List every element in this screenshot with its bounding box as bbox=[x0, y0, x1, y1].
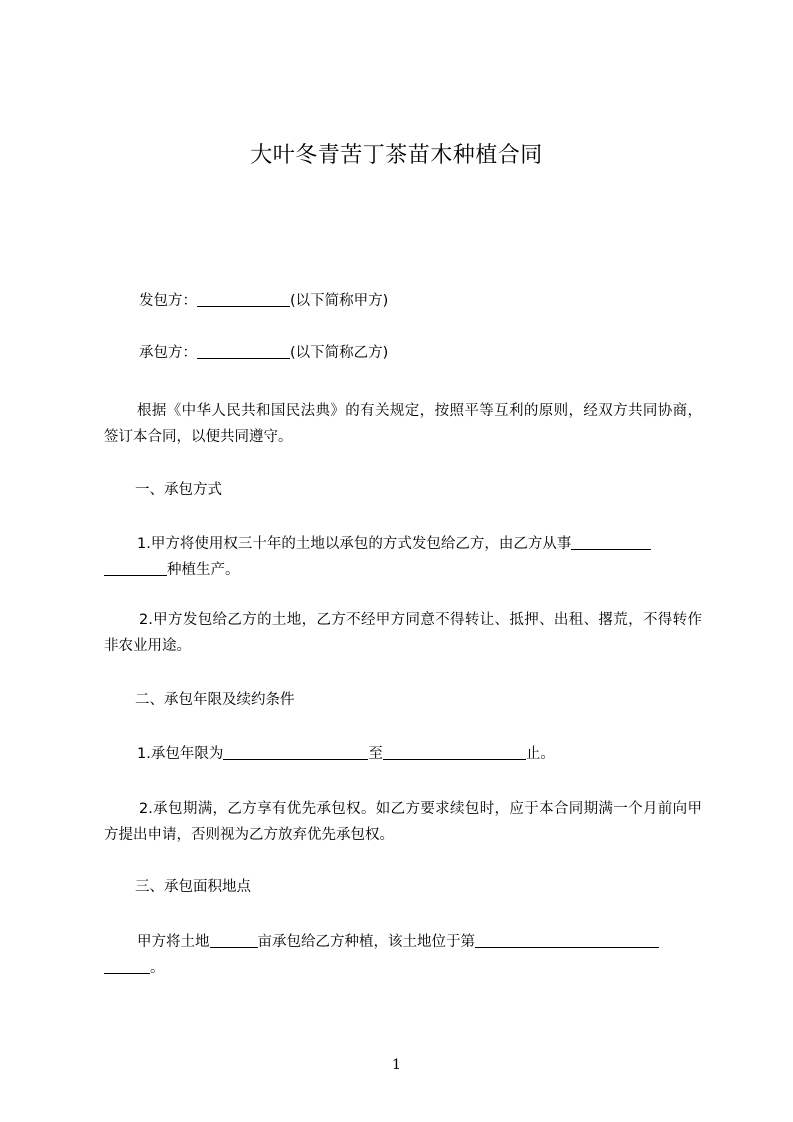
intro-paragraph: 根据《中华人民共和国民法典》的有关规定，按照平等互利的原则，经双方共同协商，签订本合同，以便共同遵守。 bbox=[104, 403, 702, 445]
s1-item1-tail: 种植生产。 bbox=[167, 562, 240, 578]
party-a-blank bbox=[197, 290, 290, 307]
section-1-item-1 bbox=[104, 531, 702, 583]
s2-item1-suffix: 止。 bbox=[525, 746, 555, 762]
section-2-heading: 二、承包年限及续约条件 bbox=[135, 692, 295, 708]
party-a-label: 发包方： bbox=[139, 293, 197, 309]
party-a-line bbox=[104, 288, 702, 314]
page-number: 1 bbox=[392, 1057, 401, 1073]
s2-item1-blank-b bbox=[383, 743, 526, 760]
s2-item1-prefix: 1.承包年限为 bbox=[137, 746, 224, 762]
section-1-heading: 一、承包方式 bbox=[135, 482, 222, 498]
s2-item1-mid: 至 bbox=[368, 746, 383, 762]
party-b-suffix: (以下简称乙方) bbox=[290, 345, 389, 361]
s2-item1-blank-a bbox=[223, 743, 368, 760]
s3-blank-location-b bbox=[104, 957, 150, 974]
s3-mid: 亩承包给乙方种植，该土地位于第 bbox=[257, 934, 475, 950]
party-b-line bbox=[104, 340, 702, 366]
section-3-paragraph bbox=[104, 929, 702, 981]
party-b-label: 承包方： bbox=[139, 345, 197, 361]
s3-suffix: 。 bbox=[150, 960, 165, 976]
s1-item1-blank-b bbox=[104, 559, 167, 576]
s1-item1-blank-a bbox=[571, 533, 651, 550]
document-title: 大叶冬青苦丁茶苗木种植合同 bbox=[250, 143, 543, 168]
s3-blank-location-a bbox=[475, 931, 659, 948]
section-2-item-2: 2.承包期满，乙方享有优先承包权。如乙方要求续包时，应于本合同期满一个月前向甲方提出申请，否则视为乙方放弃优先承包权。 bbox=[104, 801, 702, 843]
party-b-blank bbox=[197, 342, 290, 359]
s3-prefix: 甲方将土地 bbox=[137, 934, 210, 950]
s3-blank-acreage bbox=[210, 931, 258, 948]
s1-item1-text: 1.甲方将使用权三十年的土地以承包的方式发包给乙方，由乙方从事 bbox=[137, 536, 572, 552]
party-a-suffix: (以下简称甲方) bbox=[290, 293, 389, 309]
section-2-item-1 bbox=[104, 741, 702, 767]
section-1-item-2: 2.甲方发包给乙方的土地，乙方不经甲方同意不得转让、抵押、出租、撂荒，不得转作非农业用途。 bbox=[104, 612, 702, 654]
section-3-heading: 三、承包面积地点 bbox=[135, 879, 251, 895]
